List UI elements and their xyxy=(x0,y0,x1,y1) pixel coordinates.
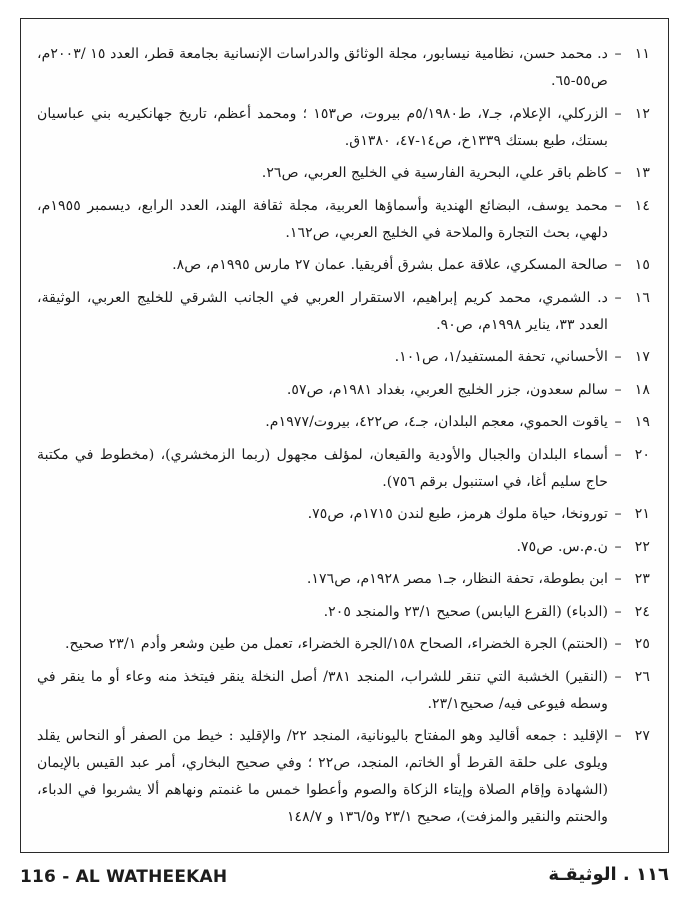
footer-page-label-arabic: ١١٦ . الوثيقـة xyxy=(548,864,669,885)
endnote-number: ٢١ xyxy=(634,506,650,522)
endnote-text: (الدباء) (القرع اليابس) صحيح ٢٣/١ والمنجد ٢٠٥. xyxy=(323,603,608,620)
endnote: ٢٥ – (الحنتم) الجرة الخضراء، الصحاح ١٥٨/الجرة الخضراء، تعمل من طين وشعر وأدم ٢٣/١ صحيح. xyxy=(37,631,650,658)
endnote: ١٤ – محمد يوسف، البضائع الهندية وأسماؤها العربية، مجلة ثقافة الهند، العدد الرابع، ديسمبر ١٩٥٥م، دلهي، بحث التجارة والملاحة في الخليج العربي، ص١٦٢. xyxy=(37,193,650,247)
endnote-number: ١٦ xyxy=(634,289,650,306)
endnote-text: صالحة المسكري، علاقة عمل بشرق أفريقيا. عمان ٢٧ مارس ١٩٩٥م، ص٨. xyxy=(172,257,608,273)
endnote-text: الزركلي، الإعلام، جـ٧، ط٥/١٩٨٠م بيروت، ص١٥٣ ؛ ومحمد أعظم، تاريخ جهانكيريه بني عباسيان بستك، طبع بستك ١٣٣٩خ، ص١٤-٤٧، ١٣٨٠ق. xyxy=(37,105,608,149)
endnote: ٢٤ – (الدباء) (القرع اليابس) صحيح ٢٣/١ والمنجد ٢٠٥. xyxy=(37,599,650,626)
endnote: ١٢ – الزركلي، الإعلام، جـ٧، ط٥/١٩٨٠م بيروت، ص١٥٣ ؛ ومحمد أعظم، تاريخ جهانكيريه بني عباسيان بستك، طبع بستك ١٣٣٩خ، ص١٤-٤٧، ١٣٨٠ق. xyxy=(37,101,650,155)
endnote-text: (الحنتم) الجرة الخضراء، الصحاح ١٥٨/الجرة الخضراء، تعمل من طين وشعر وأدم ٢٣/١ صحيح. xyxy=(65,636,608,652)
endnotes-list xyxy=(37,41,650,837)
endnote-text: محمد يوسف، البضائع الهندية وأسماؤها العربية، مجلة ثقافة الهند، العدد الرابع، ديسمبر ١٩٥٥م، دلهي، بحث التجارة والملاحة في الخليج العربي، ص١٦٢. xyxy=(37,197,608,241)
endnote-text: الإقليد : جمعه أقاليد وهو المفتاح باليونانية، المنجد ٢٢/ والإقليد : خيط من الصفر أو النحاس يقلد ويلوى على حلقة القرط أو الخاتم، المنجد، ص٢٢ ؛ وفي صحيح البخاري، أمر عبد القيس بالإيمان (الشهادة وإقام الصلاة وإيتاء الزكاة والصوم وأعطوا خمس ما غنمتم ونهاهم ألا يشربوا في الدباء، والحنتم والنقير والمزفت)، صحيح ٢٣/١ و١٣٦/٥ و ١٤٨/٧ xyxy=(37,728,608,825)
endnote-text: (النقير) الخشبة التي تنقر للشراب، المنجد ٣٨١/ أصل النخلة ينقر فيتخذ منه وعاء أو ما ينقر في وسطه فيوعى فيه/ صحيح٢٣/١. xyxy=(37,668,608,712)
endnote-number: ٢٦ xyxy=(634,668,650,685)
endnote-text: ن.م.س. ص٧٥. xyxy=(516,538,608,555)
endnote-number: ١٨ xyxy=(634,381,650,398)
endnote-number: ١٧ xyxy=(634,349,650,365)
endnote-text: كاظم باقر علي، البحرية الفارسية في الخليج العربي، ص٢٦. xyxy=(261,165,608,181)
endnote: ١٧ – الأحساني، تحفة المستفيد/١، ص١٠١. xyxy=(37,344,650,371)
endnote-text: ياقوت الحموي، معجم البلدان، جـ٤، ص٤٢٢، بيروت/١٩٧٧م. xyxy=(265,414,608,430)
endnote-text: سالم سعدون، جزر الخليج العربي، بغداد ١٩٨١م، ص٥٧. xyxy=(286,381,608,398)
endnote-text: أسماء البلدان والجبال والأودية والقيعان، لمؤلف مجهول (ربما الزمخشري)، (مخطوط في مكتبة حاج سليم أغا، في استنبول برقم ٧٥٦). xyxy=(37,446,608,490)
endnote: ٢٢ – ن.م.س. ص٧٥. xyxy=(37,534,650,561)
endnote: ٢٦ – (النقير) الخشبة التي تنقر للشراب، المنجد ٣٨١/ أصل النخلة ينقر فيتخذ منه وعاء أو ما ينقر في وسطه فيوعى فيه/ صحيح٢٣/١. xyxy=(37,664,650,718)
endnote: ٢٠ – أسماء البلدان والجبال والأودية والقيعان، لمؤلف مجهول (ربما الزمخشري)، (مخطوط في مكتبة حاج سليم أغا، في استنبول برقم ٧٥٦). xyxy=(37,442,650,496)
endnote: ٢١ – تورونخا، حياة ملوك هرمز، طبع لندن ١٧١٥م، ص٧٥. xyxy=(37,501,650,528)
endnote-number: ١٣ xyxy=(634,165,650,181)
endnote-number: ١٥ xyxy=(634,257,650,273)
endnote-number: ٢٧ xyxy=(634,728,650,744)
endnote: ١٩ – ياقوت الحموي، معجم البلدان، جـ٤، ص٤٢٢، بيروت/١٩٧٧م. xyxy=(37,409,650,436)
endnote-number: ٢٢ xyxy=(634,538,650,555)
endnote: ١٦ – د. الشمري، محمد كريم إبراهيم، الاستقرار العربي في الجانب الشرقي للخليج العربي، الوثيقة، العدد ٣٣، يناير ١٩٩٨م، ص٩٠. xyxy=(37,285,650,339)
page-frame xyxy=(20,18,669,853)
endnote-number: ٢٣ xyxy=(634,571,650,587)
endnote-number: ٢٠ xyxy=(634,446,650,463)
endnote: ١٣ – كاظم باقر علي، البحرية الفارسية في الخليج العربي، ص٢٦. xyxy=(37,160,650,187)
endnote: ٢٧ – الإقليد : جمعه أقاليد وهو المفتاح باليونانية، المنجد ٢٢/ والإقليد : خيط من الصفر أو النحاس يقلد ويلوى على حلقة القرط أو الخاتم، المنجد، ص٢٢ ؛ وفي صحيح البخاري، أمر عبد القيس بالإيمان (الشهادة وإقام الصلاة وإيتاء الزكاة والصوم وأعطوا خمس ما غنمتم ونهاهم ألا يشربوا في الدباء، والحنتم والنقير والمزفت)، صحيح ٢٣/١ و١٣٦/٥ و ١٤٨/٧ xyxy=(37,723,650,831)
endnote-number: ١٢ xyxy=(634,105,650,122)
endnote-text: تورونخا، حياة ملوك هرمز، طبع لندن ١٧١٥م، ص٧٥. xyxy=(307,506,608,522)
footer-page-label-english: 116 - AL WATHEEKAH xyxy=(20,867,228,887)
endnote-number: ١٩ xyxy=(634,414,650,430)
endnote-number: ١١ xyxy=(634,46,650,62)
endnote: ١٨ – سالم سعدون، جزر الخليج العربي، بغداد ١٩٨١م، ص٥٧. xyxy=(37,377,650,404)
endnote-number: ١٤ xyxy=(634,197,650,214)
endnote-text: د. الشمري، محمد كريم إبراهيم، الاستقرار العربي في الجانب الشرقي للخليج العربي، الوثيقة، العدد ٣٣، يناير ١٩٩٨م، ص٩٠. xyxy=(37,289,608,333)
endnote-number: ٢٥ xyxy=(634,636,650,652)
endnote-number: ٢٤ xyxy=(634,603,650,620)
endnote-text: الأحساني، تحفة المستفيد/١، ص١٠١. xyxy=(394,349,608,365)
endnote: ٢٣ – ابن بطوطة، تحفة النظار، جـ١ مصر ١٩٢٨م، ص١٧٦. xyxy=(37,566,650,593)
endnote-text: ابن بطوطة، تحفة النظار، جـ١ مصر ١٩٢٨م، ص١٧٦. xyxy=(306,571,608,587)
endnote: ١٥ – صالحة المسكري، علاقة عمل بشرق أفريقيا. عمان ٢٧ مارس ١٩٩٥م، ص٨. xyxy=(37,252,650,279)
endnote-text: د. محمد حسن، نظامية نيسابور، مجلة الوثائق والدراسات الإنسانية بجامعة قطر، العدد ١٥ /٢٠٠٣م، ص٥٥-٦٥. xyxy=(37,46,608,89)
endnote: ١١ – د. محمد حسن، نظامية نيسابور، مجلة الوثائق والدراسات الإنسانية بجامعة قطر، العدد ١٥ /٢٠٠٣م، ص٥٥-٦٥. xyxy=(37,41,650,95)
